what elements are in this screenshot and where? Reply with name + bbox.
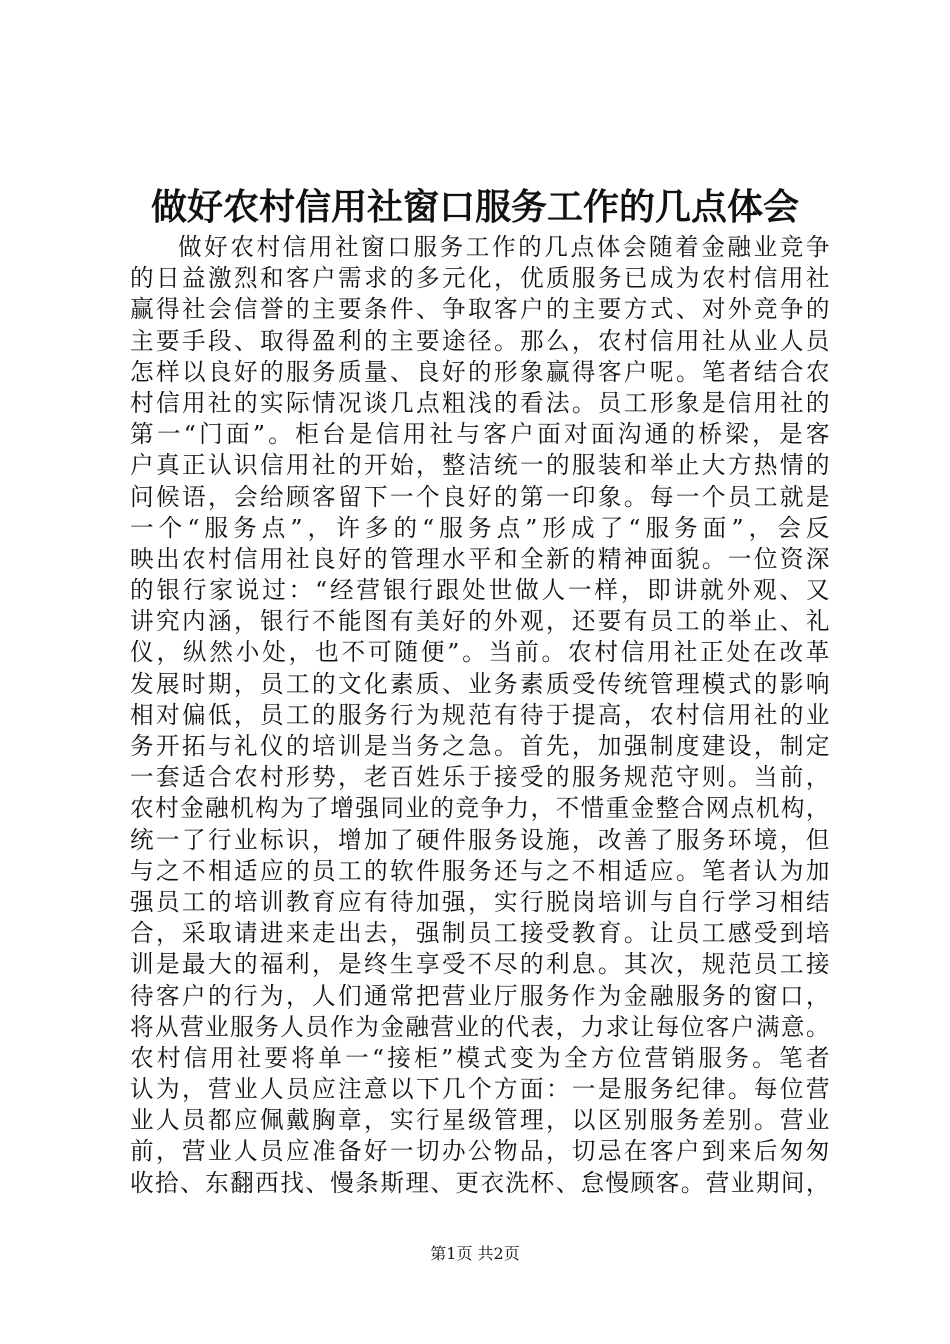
body-line: 待客户的行为，人们通常把营业厅服务作为金融服务的窗口， <box>130 981 830 1010</box>
body-line: 认为，营业人员应注意以下几个方面：一是服务纪律。每位营 <box>130 1075 830 1104</box>
body-line: 问候语，会给顾客留下一个良好的第一印象。每一个员工就是 <box>130 482 830 511</box>
body-line: 训是最大的福利，是终生享受不尽的利息。其次，规范员工接 <box>130 950 830 979</box>
body-line: 业人员都应佩戴胸章，实行星级管理，以区别服务差别。营业 <box>130 1106 830 1135</box>
body-line: 映出农村信用社良好的管理水平和全新的精神面貌。一位资深 <box>130 544 830 573</box>
body-line: 统一了行业标识，增加了硬件服务设施，改善了服务环境，但 <box>130 825 830 854</box>
body-line: 一个“服务点”，许多的“服务点”形成了“服务面”，会反 <box>130 513 830 542</box>
body-line: 务开拓与礼仪的培训是当务之急。首先，加强制度建设，制定 <box>130 732 830 760</box>
body-line: 一套适合农村形势，老百姓乐于接受的服务规范守则。当前， <box>130 763 830 792</box>
body-line: 与之不相适应的员工的软件服务还与之不相适应。笔者认为加 <box>130 856 830 885</box>
body-line: 收拾、东翻西找、慢条斯理、更衣洗杯、怠慢顾客。营业期间， <box>130 1168 830 1197</box>
body-line: 怎样以良好的服务质量、良好的形象赢得客户呢。笔者结合农 <box>130 357 830 386</box>
body-line: 将从营业服务人员作为金融营业的代表，力求让每位客户满意。 <box>130 1012 830 1041</box>
page-indicator: 第1页 共2页 <box>430 1244 520 1263</box>
body-line: 发展时期，员工的文化素质、业务素质受传统管理模式的影响 <box>130 669 830 698</box>
body-line: 仪，纵然小处，也不可随便”。当前。农村信用社正处在改革 <box>130 638 830 667</box>
document-title: 做好农村信用社窗口服务工作的几点体会 <box>150 186 799 228</box>
body-line: 村信用社的实际情况谈几点粗浅的看法。员工形象是信用社的 <box>130 388 830 417</box>
document-body <box>130 232 830 1199</box>
body-line: 讲究内涵，银行不能图有美好的外观，还要有员工的举止、礼 <box>130 607 830 636</box>
page-footer <box>0 1243 950 1265</box>
body-line: 前，营业人员应准备好一切办公物品，切忌在客户到来后匆匆 <box>130 1137 830 1166</box>
body-line: 合，采取请进来走出去，强制员工接受教育。让员工感受到培 <box>130 919 830 948</box>
body-line: 相对偏低，员工的服务行为规范有待于提高，农村信用社的业 <box>130 700 830 729</box>
body-line: 农村信用社要将单一“接柜”模式变为全方位营销服务。笔者 <box>130 1043 830 1072</box>
body-line: 农村金融机构为了增强同业的竞争力，不惜重金整合网点机构， <box>130 794 830 823</box>
body-line: 的日益激烈和客户需求的多元化，优质服务已成为农村信用社 <box>130 264 830 293</box>
body-line: 主要手段、取得盈利的主要途径。那么，农村信用社从业人员 <box>130 326 830 355</box>
body-line: 的银行家说过：“经营银行跟处世做人一样，即讲就外观、又 <box>130 576 830 605</box>
body-line: 做好农村信用社窗口服务工作的几点体会随着金融业竞争 <box>178 233 830 261</box>
body-line: 户真正认识信用社的开始，整洁统一的服装和举止大方热情的 <box>130 451 830 480</box>
body-line: 第一“门面”。柜台是信用社与客户面对面沟通的桥梁，是客 <box>130 420 830 449</box>
body-line: 赢得社会信誉的主要条件、争取客户的主要方式、对外竞争的 <box>130 295 830 324</box>
body-line: 强员工的培训教育应有待加强，实行脱岗培训与自行学习相结 <box>130 887 830 916</box>
